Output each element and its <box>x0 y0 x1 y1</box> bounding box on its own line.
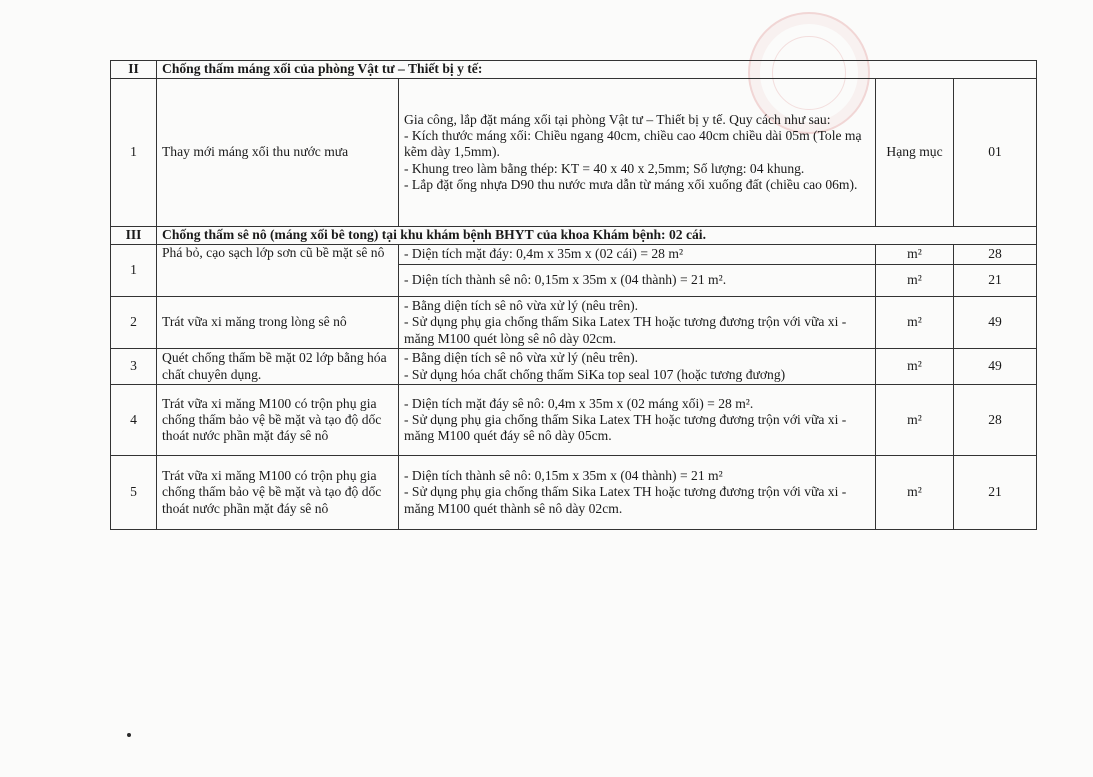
section-title: Chống thấm sê nô (máng xối bê tong) tại khu khám bệnh BHYT của khoa Khám bệnh: 02 cái. <box>157 227 1037 245</box>
item-description: Gia công, lắp đặt máng xối tại phòng Vật tư – Thiết bị y tế. Quy cách như sau: - Kích thước máng xối: Chiều ngang 40cm, chiều cao 40cm chiều dài 05m (Tole mạ kẽm dày 1,5mm). - Khung treo làm bằng thép: KT = 40 x 40 x 2,5mm; Số lượng: 04 khung. - Lắp đặt ống nhựa D90 thu nước mưa dẫn từ máng xối xuống đất (chiều cao 06m). <box>399 79 876 227</box>
item-number: 2 <box>111 297 157 349</box>
item-number: 4 <box>111 385 157 456</box>
item-quantity: 49 <box>954 349 1037 385</box>
table-body <box>111 61 1037 530</box>
item-unit: m² <box>876 349 954 385</box>
item-quantity: 49 <box>954 297 1037 349</box>
table-row <box>111 349 1037 385</box>
item-quantity: 01 <box>954 79 1037 227</box>
item-quantity: 21 <box>954 456 1037 530</box>
item-name: Trát vữa xi măng M100 có trộn phụ gia chống thấm bảo vệ bề mặt và tạo độ dốc thoát nước phần mặt đáy sê nô <box>157 456 399 530</box>
item-name: Trát vữa xi măng M100 có trộn phụ gia chống thấm bảo vệ bề mặt và tạo độ dốc thoát nước phần mặt đáy sê nô <box>157 385 399 456</box>
item-number: 3 <box>111 349 157 385</box>
item-description: - Diện tích mặt đáy sê nô: 0,4m x 35m x (02 máng xối) = 28 m². - Sử dụng phụ gia chống thấm Sika Latex TH hoặc tương đương trộn với vữa xi - măng M100 quét đáy sê nô dày 05cm. <box>399 385 876 456</box>
item-description: - Diện tích thành sê nô: 0,15m x 35m x (04 thành) = 21 m². <box>399 265 876 297</box>
table-row <box>111 385 1037 456</box>
table-row <box>111 456 1037 530</box>
section-title: Chống thấm máng xối của phòng Vật tư – Thiết bị y tế: <box>157 61 1037 79</box>
scan-speck <box>127 733 131 737</box>
item-number: 1 <box>111 245 157 297</box>
item-quantity: 28 <box>954 245 1037 265</box>
item-name: Quét chống thấm bề mặt 02 lớp bằng hóa chất chuyên dụng. <box>157 349 399 385</box>
item-unit: m² <box>876 297 954 349</box>
table-row <box>111 297 1037 349</box>
item-quantity: 28 <box>954 385 1037 456</box>
item-quantity: 21 <box>954 265 1037 297</box>
item-name: Phá bỏ, cạo sạch lớp sơn cũ bề mặt sê nô <box>157 245 399 297</box>
item-number: 5 <box>111 456 157 530</box>
section-header-row <box>111 227 1037 245</box>
item-unit: m² <box>876 265 954 297</box>
item-description: - Bằng diện tích sê nô vừa xử lý (nêu trên). - Sử dụng phụ gia chống thấm Sika Latex TH hoặc tương đương trộn với vữa xi - măng M100 quét lòng sê nô dày 02cm. <box>399 297 876 349</box>
item-unit: m² <box>876 245 954 265</box>
table-row <box>111 245 1037 265</box>
section-number: III <box>111 227 157 245</box>
item-name: Trát vữa xi măng trong lòng sê nô <box>157 297 399 349</box>
table-row <box>111 79 1037 227</box>
item-description: - Bằng diện tích sê nô vừa xử lý (nêu trên). - Sử dụng hóa chất chống thấm SiKa top seal 107 (hoặc tương đương) <box>399 349 876 385</box>
item-description: - Diện tích mặt đáy: 0,4m x 35m x (02 cái) = 28 m² <box>399 245 876 265</box>
item-unit: m² <box>876 385 954 456</box>
work-items-table <box>110 60 1037 530</box>
item-unit: Hạng mục <box>876 79 954 227</box>
item-description: - Diện tích thành sê nô: 0,15m x 35m x (04 thành) = 21 m² - Sử dụng phụ gia chống thấm Sika Latex TH hoặc tương đương trộn với vữa xi - măng M100 quét thành sê nô dày 02cm. <box>399 456 876 530</box>
item-number: 1 <box>111 79 157 227</box>
item-name: Thay mới máng xối thu nước mưa <box>157 79 399 227</box>
section-header-row <box>111 61 1037 79</box>
section-number: II <box>111 61 157 79</box>
item-unit: m² <box>876 456 954 530</box>
